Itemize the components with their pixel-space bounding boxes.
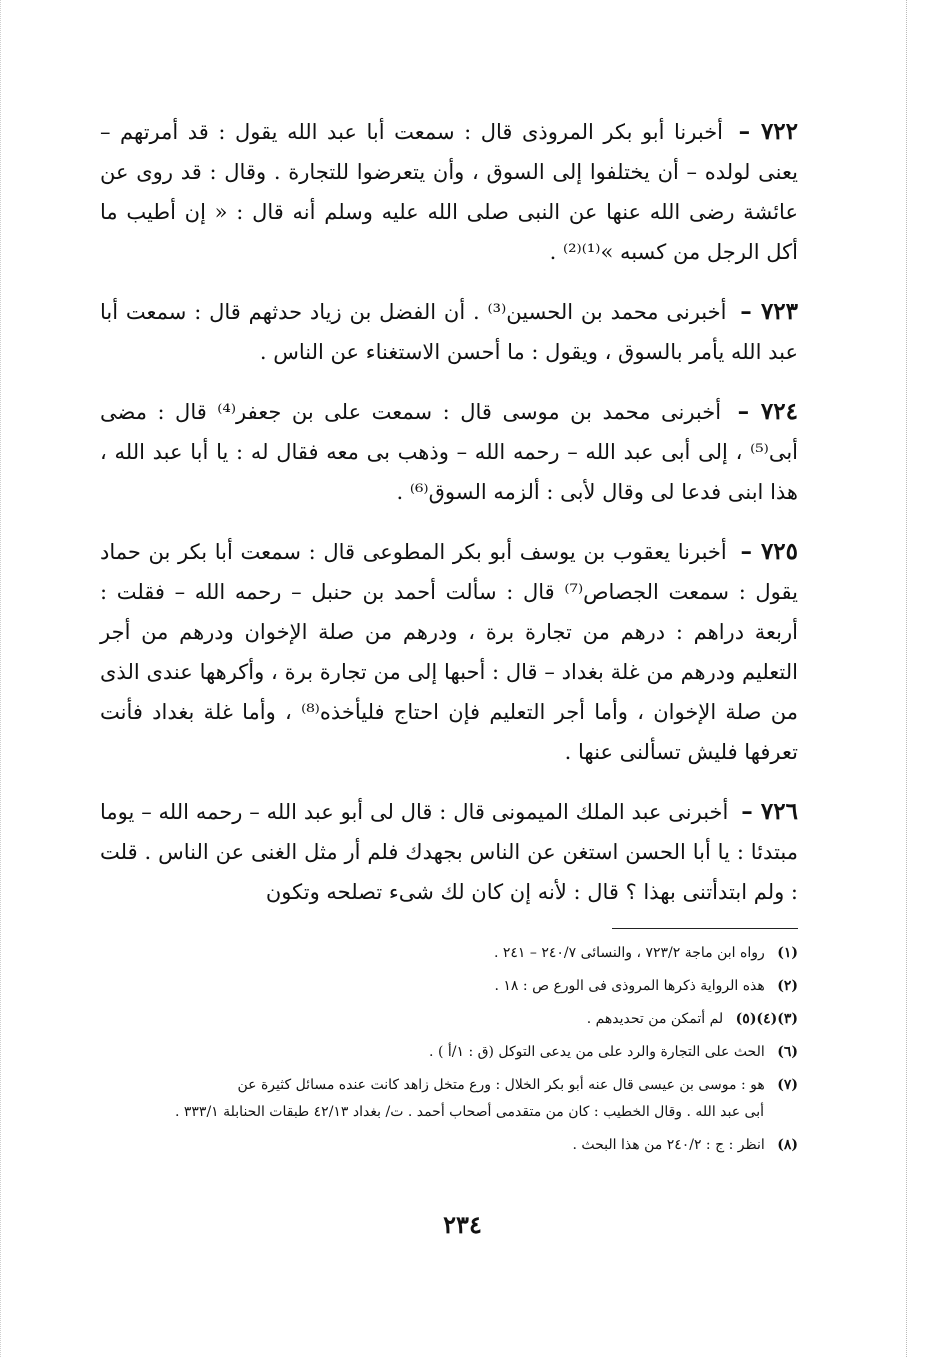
footnote-text: انظر : ج : ٢٤٠/٢ من هذا البحث . (572, 1137, 765, 1153)
footnote-marker: (٢) (777, 978, 798, 994)
footnote-continuation: أبى عبد الله . وقال الخطيب : كان من متقدمى أصحاب أحمد . ت/ بغداد ٤٢/١٣ طبقات الحنابلة ٣٣٣/١ . (174, 1104, 764, 1120)
footnote-text: لم أتمكن من تحديدهم . (586, 1011, 724, 1027)
footnote-8 (100, 1132, 798, 1159)
footnote-text: الحث على التجارة والرد على من يدعى التوكل (ق : ١/أ ) . (429, 1044, 765, 1060)
footnote-1 (100, 940, 798, 967)
paragraph-726 (100, 792, 798, 912)
footnote-divider (612, 928, 798, 929)
page-number: ٢٣٤ (443, 1210, 482, 1239)
footnote-2 (100, 973, 798, 1000)
footnote-7 (100, 1072, 798, 1126)
footnote-marker: (٣)(٤)(٥) (735, 1011, 798, 1027)
footnote-text: هو : موسى بن عيسى قال عنه أبو بكر الخلال : ورع متخل زاهد كانت عنده مسائل كثيرة عن (237, 1077, 765, 1093)
paragraph-number: ٧٢٦ – (741, 798, 798, 825)
paragraph-number: ٧٢٥ – (740, 538, 798, 565)
footnote-text: رواه ابن ماجة ٧٢٣/٢ ، والنسائى ٢٤٠/٧ – ٢٤١ . (493, 945, 765, 961)
paragraph-722 (100, 112, 798, 272)
footnote-text: هذه الرواية ذكرها المروذى فى الورع ص : ١٨ . (494, 978, 765, 994)
footnote-3-4-5 (100, 1006, 798, 1033)
footnotes (100, 940, 798, 1165)
footnote-marker: (١) (777, 945, 798, 961)
footnote-6 (100, 1039, 798, 1066)
paragraph-725 (100, 532, 798, 772)
footnote-marker: (٧) (777, 1077, 798, 1093)
paragraph-number: ٧٢٤ – (737, 398, 798, 425)
paragraph-724 (100, 392, 798, 512)
paragraph-text: أخبرنى محمد بن موسى قال : سمعت على بن جعفر⁽⁴⁾ قال : مضى أبى⁽⁵⁾ ، إلى أبى عبد الله – رحمه الله – وذهب بى معه فقال له : يا أبا عبد الله ، هذا ابنى فدعا لى وقال لأبى : ألزمه السوق⁽⁶⁾ . (100, 400, 798, 504)
paragraph-text: أخبرنا أبو بكر المروذى قال : سمعت أبا عبد الله يقول : قد أمرتهم – يعنى لولده – أن يختلفوا إلى السوق ، وأن يتعرضوا للتجارة . وقال : قد روى عن عائشة رضى الله عنها عن النبى صلى الله عليه وسلم أنه قال : « إن أطيب ما أكل الرجل من كسبه »⁽¹⁾⁽²⁾ . (100, 120, 798, 264)
paragraph-723 (100, 292, 798, 372)
footnote-marker: (٦) (777, 1044, 798, 1060)
paragraph-number: ٧٢٣ – (740, 298, 798, 325)
page-edge-left (0, 0, 1, 1357)
paragraph-text: أخبرنا يعقوب بن يوسف أبو بكر المطوعى قال : سمعت أبا بكر بن حماد يقول : سمعت الجصاص⁽⁷⁾ قال : سألت أحمد بن حنبل – رحمه الله – فقلت : أربعة دراهم : درهم من تجارة برة ، ودرهم من صلة الإخوان ودرهم من أجر التعليم ودرهم من غلة بغداد – قال : أحبها إلى من تجارة برة ، وأكرهها عندى الذى من صلة الإخوان ، وأما أجر التعليم فإن احتاج فليأخذه⁽⁸⁾ ، وأما غلة بغداد فأنت تعرفها فليش تسألنى عنها . (100, 540, 798, 764)
footnote-marker: (٨) (777, 1137, 798, 1153)
main-text (100, 112, 798, 932)
page-edge-right (906, 0, 907, 1357)
paragraph-text: أخبرنى محمد بن الحسين⁽³⁾ . أن الفضل بن زياد حدثهم قال : سمعت أبا عبد الله يأمر بالسوق ، ويقول : ما أحسن الاستغناء عن الناس . (100, 300, 798, 364)
paragraph-text: أخبرنى عبد الملك الميمونى قال : قال لى أبو عبد الله – رحمه الله – يوما مبتدئا : يا أبا الحسن استغن عن الناس بجهدك فلم أر مثل الغنى عن الناس . قلت : ولم ابتدأتنى بهذا ؟ قال : لأنه إن كان لك شىء تصلحه وتكون (100, 800, 798, 904)
paragraph-number: ٧٢٢ – (738, 118, 798, 145)
